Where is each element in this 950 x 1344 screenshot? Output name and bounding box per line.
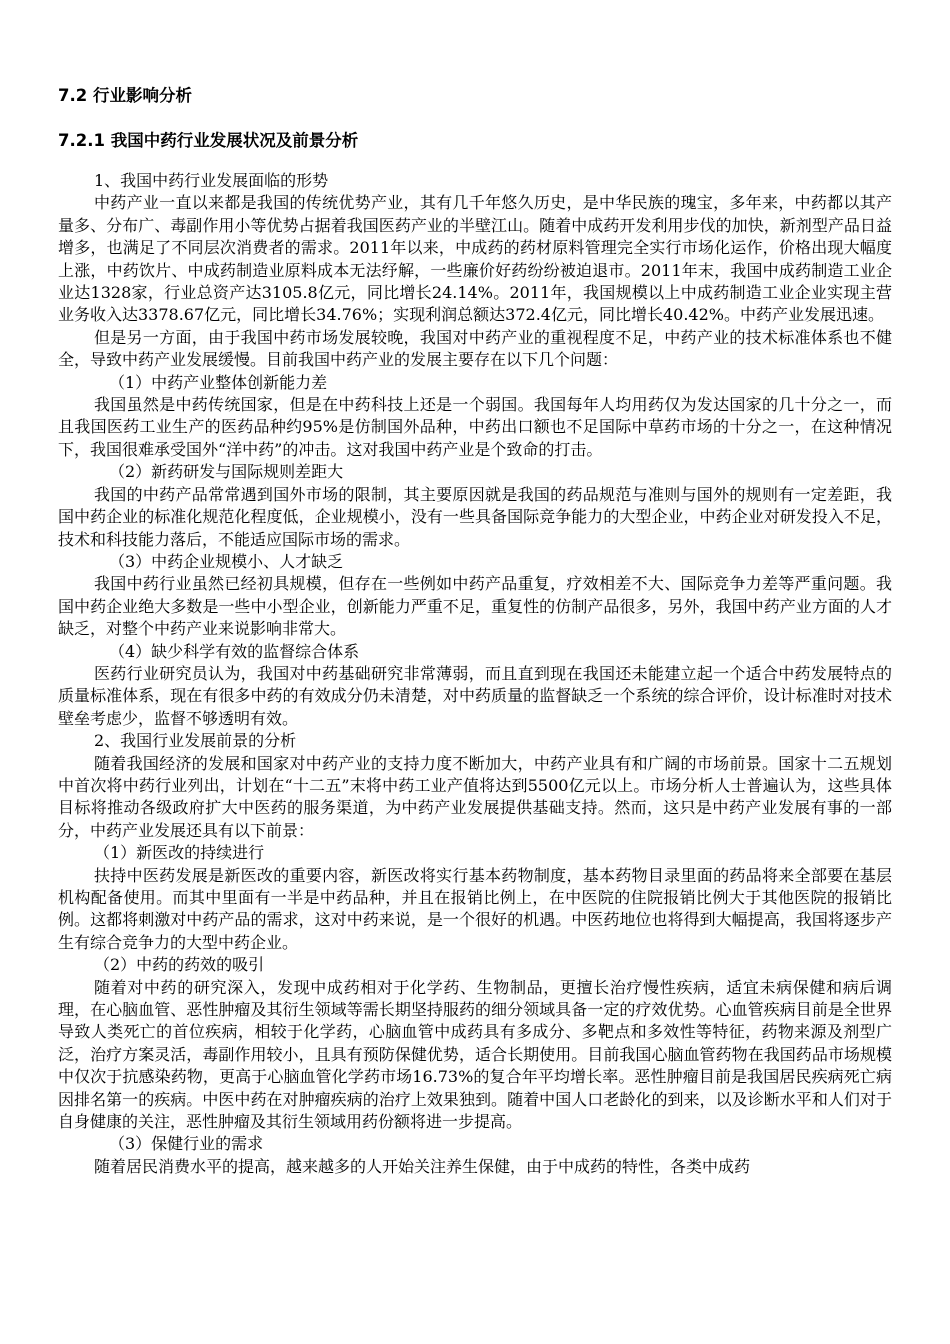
paragraph: （3）中药企业规模小、人才缺乏: [109, 551, 344, 571]
paragraph: （1）新医改的持续进行: [94, 843, 265, 863]
section-heading: 7.2 行业影响分析: [58, 86, 192, 105]
paragraph: 随着对中药的研究深入，发现中成药相对于化学药、生物制品，更擅长治疗慢性疾病，适宜未病保健和病后调理，在心脑血管、恶性肿瘤及其衍生领域等需长期坚持服药的细分领域具备一定的疗效优势。心血管疾病目前是全世界导致人类死亡的首位疾病，相较于化学药，心脑血管中成药具有多成分、多靶点和多效性等特征，药物来源及剂型广泛，治疗方案灵活，毒副作用较小，且具有预防保健优势，适合长期使用。目前我国心脑血管药物在我国药品市场规模中仅次于抗感染药物，更高于心脑血管化学药市场16.73%的复合年平均增长率。恶性肿瘤目前是我国居民疾病死亡病因排名第一的疾病。中医中药在对肿瘤疾病的治疗上效果独到。随着中国人口老龄化的到来，以及诊断水平和人们对于自身健康的关注，恶性肿瘤及其衍生领域用药份额将进一步提高。: [58, 977, 892, 1132]
paragraph: 扶持中医药发展是新医改的重要内容，新医改将实行基本药物制度，基本药物目录里面的药品将来全部要在基层机构配备使用。而其中里面有一半是中药品种，并且在报销比例上，在中医院的住院报销比例大于其他医院的报销比例。这都将刺激对中药产品的需求，这对中药来说，是一个很好的机遇。中医药地位也将得到大幅提高，我国将逐步产生有综合竞争力的大型中药企业。: [58, 865, 892, 952]
subsection-heading: 7.2.1 我国中药行业发展状况及前景分析: [58, 131, 359, 150]
paragraph: （4）缺少科学有效的监督综合体系: [109, 641, 360, 661]
paragraph: 中药产业一直以来都是我国的传统优势产业，其有几千年悠久历史，是中华民族的瑰宝，多年来，中药都以其产量多、分布广、毒副作用小等优势占据着我国医药产业的半壁江山。随着中成药开发利用步伐的加快，新剂型产品日益增多，也满足了不同层次消费者的需求。2011年以来，中成药的药材原料管理完全实行市场化运作，价格出现大幅度上涨，中药饮片、中成药制造业原料成本无法纾解，一些廉价好药纷纷被迫退市。2011年末，我国中成药制造工业企业达1328家，行业总资产达3105.8亿元，同比增长24.14%。2011年，我国规模以上中成药制造工业企业实现主营业务收入达3378.67亿元，同比增长34.76%；实现利润总额达372.4亿元，同比增长40.42%。中药产业发展迅速。: [58, 193, 892, 325]
body-text: [58, 170, 892, 1178]
paragraph: （2）新药研发与国际规则差距大: [109, 462, 344, 482]
paragraph: （1）中药产业整体创新能力差: [109, 372, 328, 392]
paragraph: 我国虽然是中药传统国家，但是在中药科技上还是一个弱国。我国每年人均用药仅为发达国家的几十分之一，而且我国医药工业生产的医药品种约95%是仿制国外品种，中药出口额也不足国际中草药市场的十分之一，在这种情况下，我国很难承受国外“洋中药”的冲击。这对我国中药产业是个致命的打击。: [58, 395, 892, 459]
paragraph: 我国的中药产品常常遇到国外市场的限制，其主要原因就是我国的药品规范与准则与国外的规则有一定差距，我国中药企业的标准化规范化程度低，企业规模小，没有一些具备国际竞争能力的大型企业，中药企业对研发投入不足，技术和科技能力落后，不能适应国际市场的需求。: [58, 484, 892, 549]
paragraph: 随着我国经济的发展和国家对中药产业的支持力度不断加大，中药产业具有和广阔的市场前景。国家十二五规划中首次将中药行业列出，计划在“十二五”末将中药工业产值将达到5500亿元以上。市场分析人士普遍认为，这些具体目标将推动各级政府扩大中医药的服务渠道，为中药产业发展提供基础支持。然而，这只是中药产业发展有事的一部分，中药产业发展还具有以下前景：: [58, 753, 892, 840]
paragraph: 我国中药行业虽然已经初具规模，但存在一些例如中药产品重复，疗效相差不大、国际竞争力差等严重问题。我国中药企业绝大多数是一些中小型企业，创新能力严重不足，重复性的仿制产品很多，另外，我国中药产业方面的人才缺乏，对整个中药产业来说影响非常大。: [58, 574, 892, 639]
paragraph: （3）保健行业的需求: [109, 1134, 264, 1154]
paragraph: 2、我国行业发展前景的分析: [94, 731, 297, 751]
paragraph: （2）中药的药效的吸引: [94, 955, 265, 975]
paragraph: 随着居民消费水平的提高，越来越多的人开始关注养生保健，由于中成药的特性，各类中成药: [94, 1156, 751, 1176]
paragraph: 但是另一方面，由于我国中药市场发展较晚，我国对中药产业的重视程度不足，中药产业的技术标准体系也不健全，导致中药产业发展缓慢。目前我国中药产业的发展主要存在以下几个问题：: [58, 327, 892, 370]
paragraph: 1、我国中药行业发展面临的形势: [94, 171, 329, 190]
paragraph: 医药行业研究员认为，我国对中药基础研究非常薄弱，而且直到现在我国还未能建立起一个适合中药发展特点的质量标准体系，现在有很多中药的有效成分仍未清楚，对中药质量的监督缺乏一个系统的综合评价，设计标准时对技术壁垒考虑少，监督不够透明有效。: [58, 663, 892, 728]
